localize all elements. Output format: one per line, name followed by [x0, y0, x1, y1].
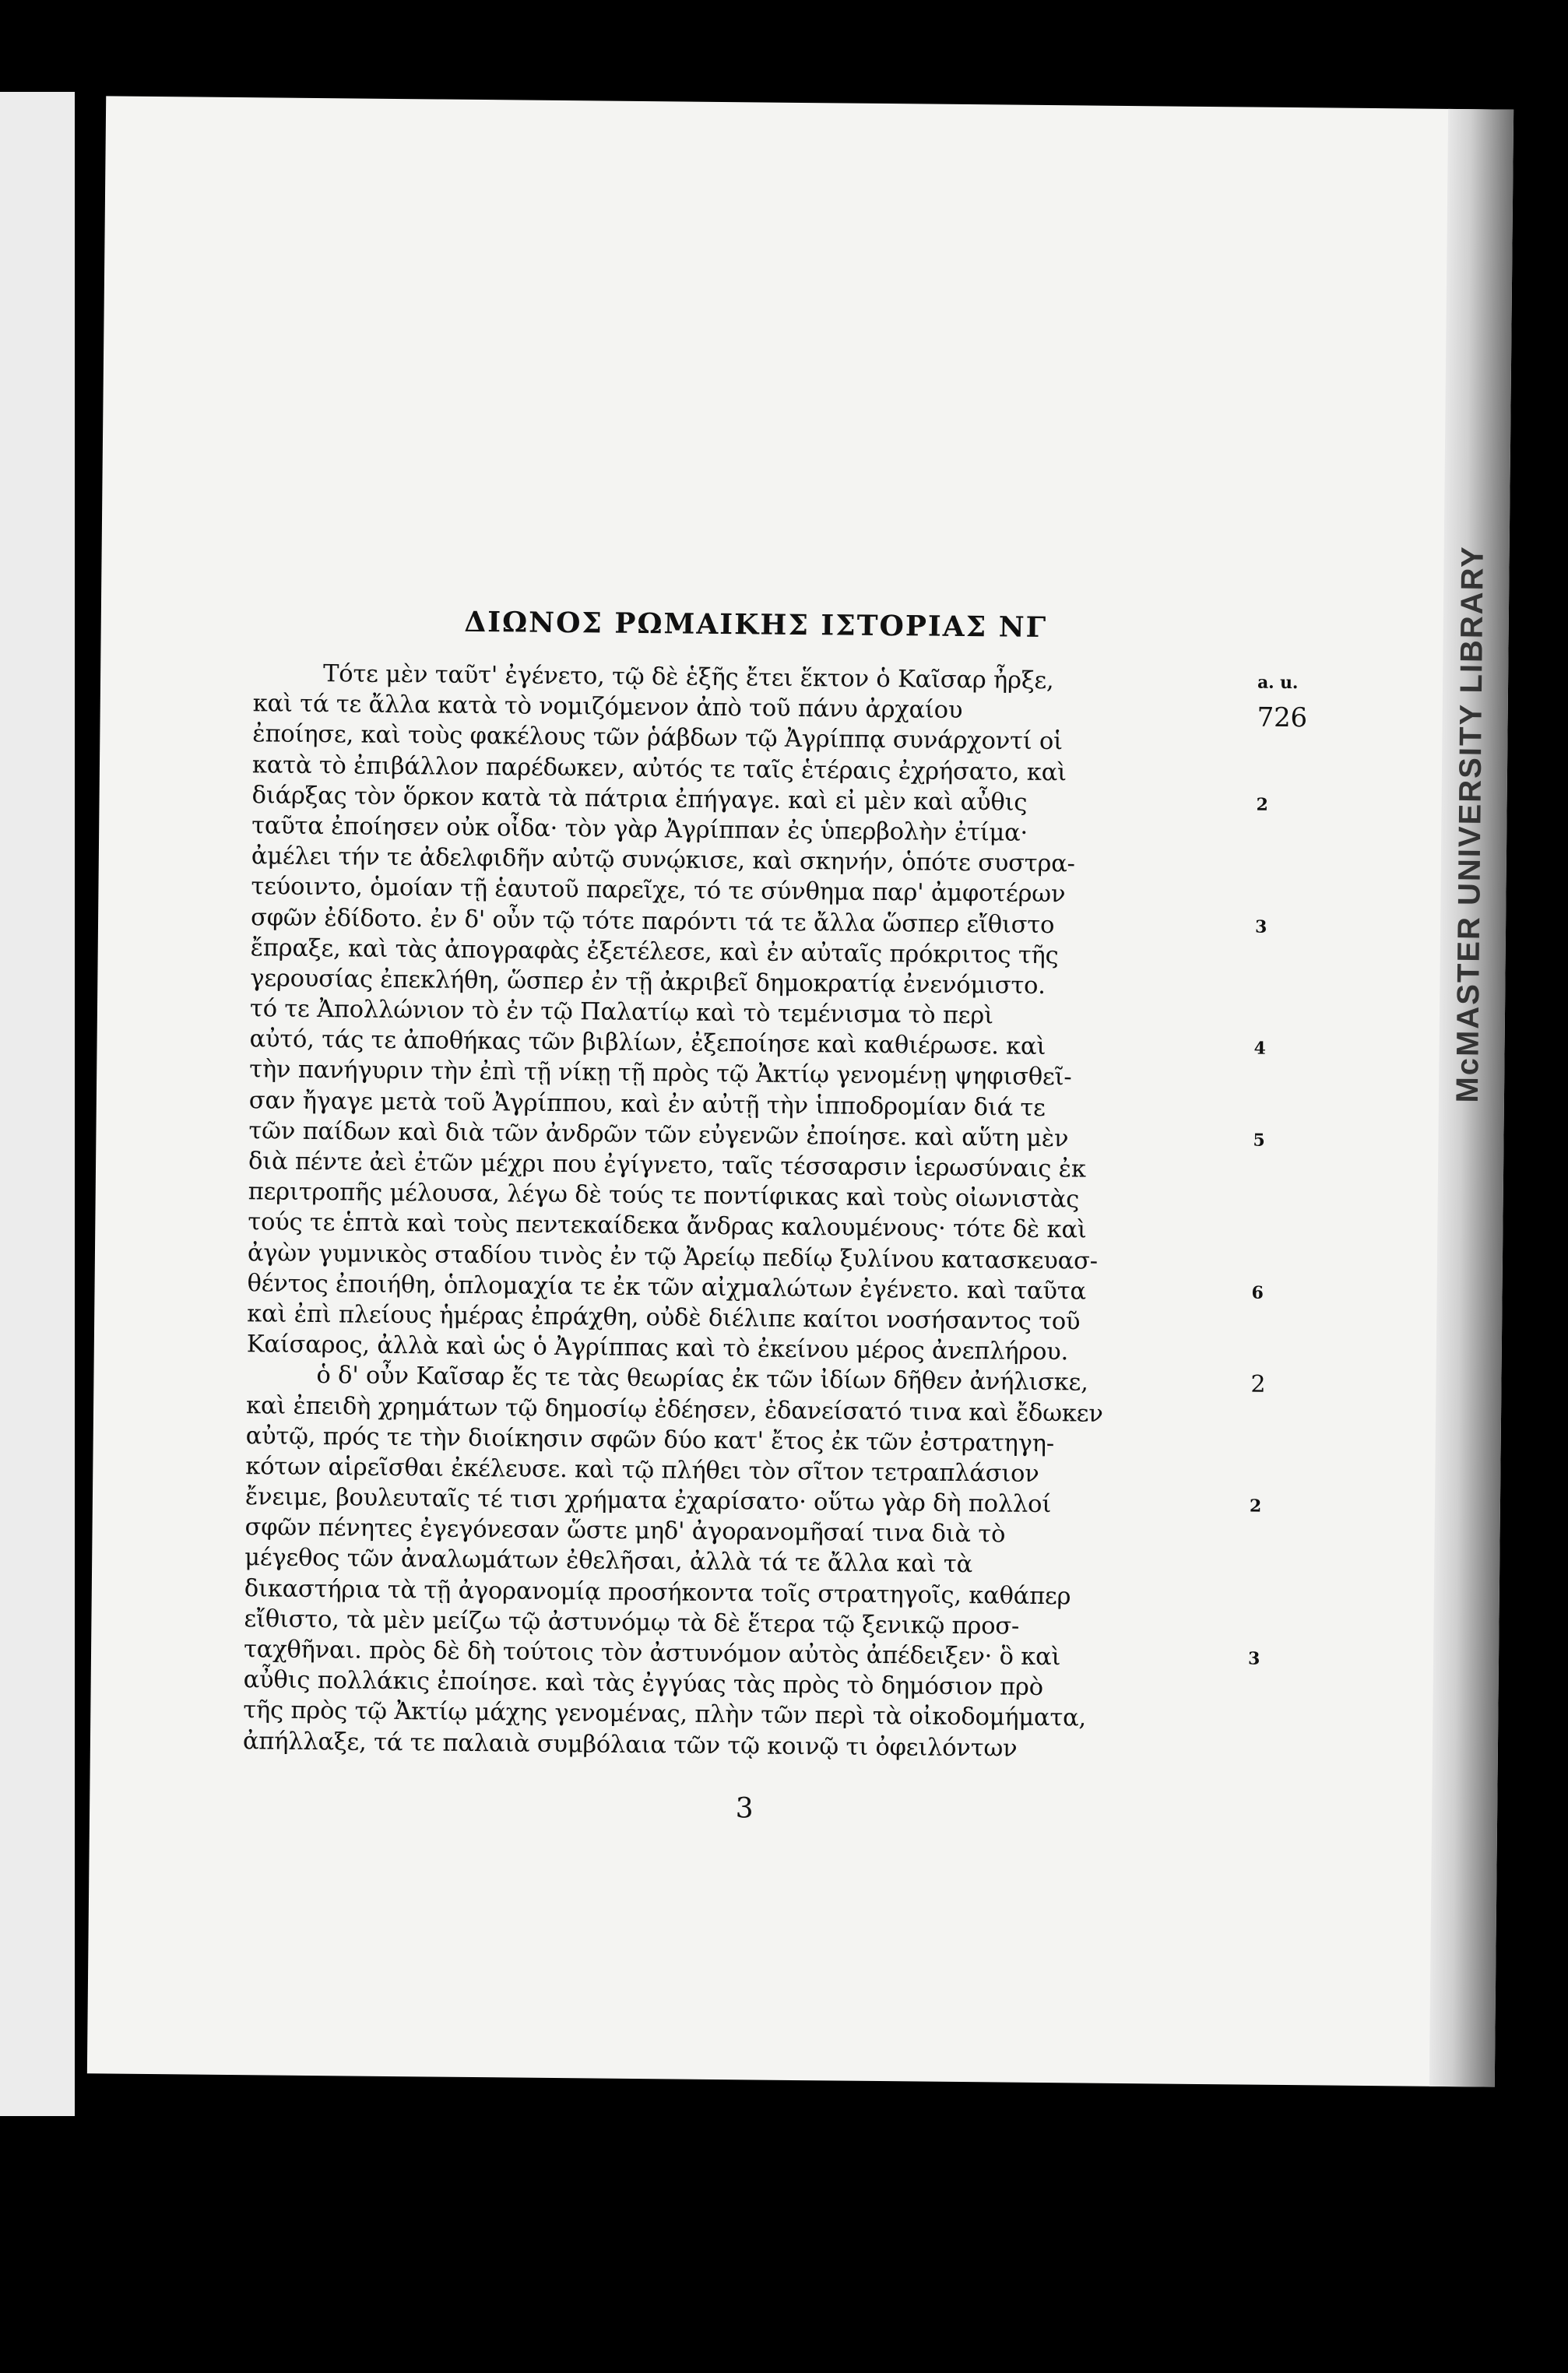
library-binding-spine — [1429, 109, 1514, 2087]
line-text: γερουσίας ἐπεκλήθη, ὥσπερ ἐν τῇ ἀκριβεῖ δημοκρατίᾳ ἐνενόμιστο. — [250, 965, 1046, 1000]
line-text: τῶν παίδων καὶ διὰ τῶν ἀνδρῶν τῶν εὐγενῶν ἐποίησε. καὶ αὕτη μὲν — [248, 1117, 1069, 1153]
text-block — [242, 603, 1308, 1829]
book-page — [87, 96, 1514, 2086]
line-text: αὖθις πολλάκις ἐποίησε. καὶ τὰς ἐγγύας τὰς πρὸς τὸ δημόσιον πρὸ — [243, 1666, 1044, 1702]
line-text: κότων αἱρεῖσθαι ἐκέλευσε. καὶ τῷ πλήθει τὸν σῖτον τετραπλάσιον — [245, 1453, 1039, 1488]
line-text: τὴν πανήγυριν τὴν ἐπὶ τῇ νίκῃ τῇ πρὸς τῷ Ἀκτίῳ γενομένῃ ψηφισθεῖ- — [249, 1056, 1072, 1092]
line-text: ταχθῆναι. πρὸς δὲ δὴ τούτοις τὸν ἀστυνόμον αὐτὸς ἀπέδειξεν· ὃ καὶ — [243, 1636, 1061, 1672]
line-text: τῆς πρὸς τῷ Ἀκτίῳ μάχης γενομένας, πλὴν τῶν περὶ τὰ οἰκοδομήματα, — [243, 1696, 1087, 1732]
line-text: ἀμέλει τήν τε ἀδελφιδῆν αὐτῷ συνῴκισε, καὶ σκηνήν, ὁπότε συστρα- — [251, 842, 1075, 878]
margin-section: 2 — [1249, 1496, 1262, 1517]
margin-section: 3 — [1254, 916, 1267, 937]
line-text: ἐποίησε, καὶ τοὺς φακέλους τῶν ῥάβδων τῷ Ἀγρίππᾳ συνάρχοντί οἱ — [252, 720, 1063, 756]
page-number: 3 — [735, 1791, 754, 1825]
line-text: εἴθιστο, τὰ μὲν μείζω τῷ ἀστυνόμῳ τὰ δὲ ἕτερα τῷ ξενικῷ προσ- — [244, 1605, 1020, 1640]
line-text: κατὰ τὸ ἐπιβάλλον παρέδωκεν, αὐτός τε ταῖς ἑτέραις ἐχρήσατο, καὶ — [251, 751, 1067, 786]
line-text: αὐτό, τάς τε ἀποθήκας τῶν βιβλίων, ἐξεποίησε καὶ καθιέρωσε. καὶ — [249, 1025, 1046, 1061]
line-text: σφῶν ἐδίδοτο. ἐν δ' οὖν τῷ τότε παρόντι τά τε ἄλλα ὥσπερ εἴθιστο — [250, 903, 1055, 939]
facing-page-edge — [0, 92, 75, 2116]
library-stamp: McMASTER UNIVERSITY LIBRARY — [1450, 545, 1490, 1103]
line-text: καὶ ἐπὶ πλείους ἡμέρας ἐπράχθη, οὐδὲ διέλιπε καίτοι νοσήσαντος τοῦ — [247, 1300, 1081, 1336]
line-text: θέντος ἐποιήθη, ὁπλομαχία τε ἐκ τῶν αἰχμαλώτων ἐγένετο. καὶ ταῦτα — [247, 1269, 1087, 1306]
margin-chapter: 2 — [1250, 1370, 1266, 1399]
margin-section: 3 — [1247, 1648, 1260, 1669]
line-text: δικαστήρια τὰ τῇ ἀγορανομίᾳ προσήκοντα τοῖς στρατηγοῖς, καθάπερ — [244, 1574, 1071, 1610]
line-text: τό τε Ἀπολλώνιον τὸ ἐν τῷ Παλατίῳ καὶ τὸ τεμένισμα τὸ περὶ — [249, 995, 994, 1030]
line-text: ἀγὼν γυμνικὸς σταδίου τινὸς ἐν τῷ Ἀρείῳ πεδίῳ ξυλίνου κατασκευασ- — [247, 1239, 1098, 1275]
line-text: σαν ἤγαγε μετὰ τοῦ Ἀγρίππου, καὶ ἐν αὐτῇ τὴν ἱπποδρομίαν διά τε — [248, 1086, 1046, 1122]
line-text: καὶ ἐπειδὴ χρημάτων τῷ δημοσίῳ ἐδέησεν, ἐδανείσατό τινα καὶ ἔδωκεν — [245, 1391, 1103, 1428]
margin-note: a. u. — [1257, 672, 1299, 694]
body-text — [242, 658, 1308, 1766]
line-text: ἔνειμε, βουλευταῖς τέ τισι χρήματα ἐχαρίσατο· οὕτω γὰρ δὴ πολλοί — [244, 1483, 1052, 1519]
running-head: ΔΙΩΝΟΣ ΡΩΜΑΙΚΗΣ ΙΣΤΟΡΙΑΣ ΝΓ — [464, 605, 1048, 645]
margin-section: 4 — [1253, 1038, 1266, 1059]
line-text: αὐτῷ, πρός τε τὴν διοίκησιν σφῶν δύο κατ' ἔτος ἐκ τῶν ἐστρατηγη- — [245, 1422, 1055, 1457]
line-text: διάρξας τὸν ὅρκον κατὰ τὰ πάτρια ἐπήγαγε. καὶ εἰ μὲν καὶ αὖθις — [251, 781, 1028, 817]
line-text: Τότε μὲν ταῦτ' ἐγένετο, τῷ δὲ ἑξῆς ἔτει ἕκτον ὁ Καῖσαρ ἦρξε, — [322, 660, 1054, 695]
line-text: τεύοιντο, ὁμοίαν τῇ ἑαυτοῦ παρεῖχε, τό τε σύνθημα παρ' ἀμφοτέρων — [251, 873, 1066, 909]
line-text: διὰ πέντε ἀεὶ ἐτῶν μέχρι που ἐγίγνετο, ταῖς τέσσαρσιν ἱερωσύναις ἐκ — [248, 1148, 1086, 1183]
line-text: τούς τε ἑπτὰ καὶ τοὺς πεντεκαίδεκα ἄνδρας καλουμένους· τότε δὲ καὶ — [248, 1208, 1087, 1244]
line-text: ὁ δ' οὖν Καῖσαρ ἔς τε τὰς θεωρίας ἐκ τῶν ἰδίων δῆθεν ἀνήλισκε, — [316, 1362, 1088, 1397]
margin-year: 726 — [1257, 701, 1308, 734]
line-text: καὶ τά τε ἄλλα κατὰ τὸ νομιζόμενον ἀπὸ τοῦ πάνυ ἀρχαίου — [252, 690, 963, 725]
margin-section: 2 — [1256, 794, 1268, 815]
line-text: Καίσαρος, ἀλλὰ καὶ ὡς ὁ Ἀγρίππας καὶ τὸ ἐκείνου μέρος ἀνεπλήρου. — [246, 1331, 1069, 1366]
line-text: περιτροπῆς μέλουσα, λέγω δὲ τούς τε ποντίφικας καὶ τοὺς οἰωνιστὰς — [248, 1178, 1080, 1214]
line-text: ἀπήλλαξε, τά τε παλαιὰ συμβόλαια τῶν τῷ κοινῷ τι ὀφειλόντων — [242, 1727, 1018, 1763]
line-text: ἔπραξε, καὶ τὰς ἀπογραφὰς ἐξετέλεσε, καὶ ἐν αὐταῖς πρόκριτος τῆς — [250, 933, 1059, 969]
margin-section: 6 — [1251, 1282, 1264, 1303]
margin-section: 5 — [1253, 1130, 1265, 1151]
line-text: σφῶν πένητες ἐγεγόνεσαν ὥστε μηδ' ἀγορανομῆσαί τινα διὰ τὸ — [244, 1513, 1006, 1549]
line-text: ταῦτα ἐποίησεν οὐκ οἶδα· τὸν γὰρ Ἀγρίππαν ἐς ὑπερβολὴν ἐτίμα· — [251, 812, 1028, 847]
line-text: μέγεθος τῶν ἀναλωμάτων ἐθελῆσαι, ἀλλὰ τά τε ἄλλα καὶ τὰ — [244, 1544, 973, 1579]
